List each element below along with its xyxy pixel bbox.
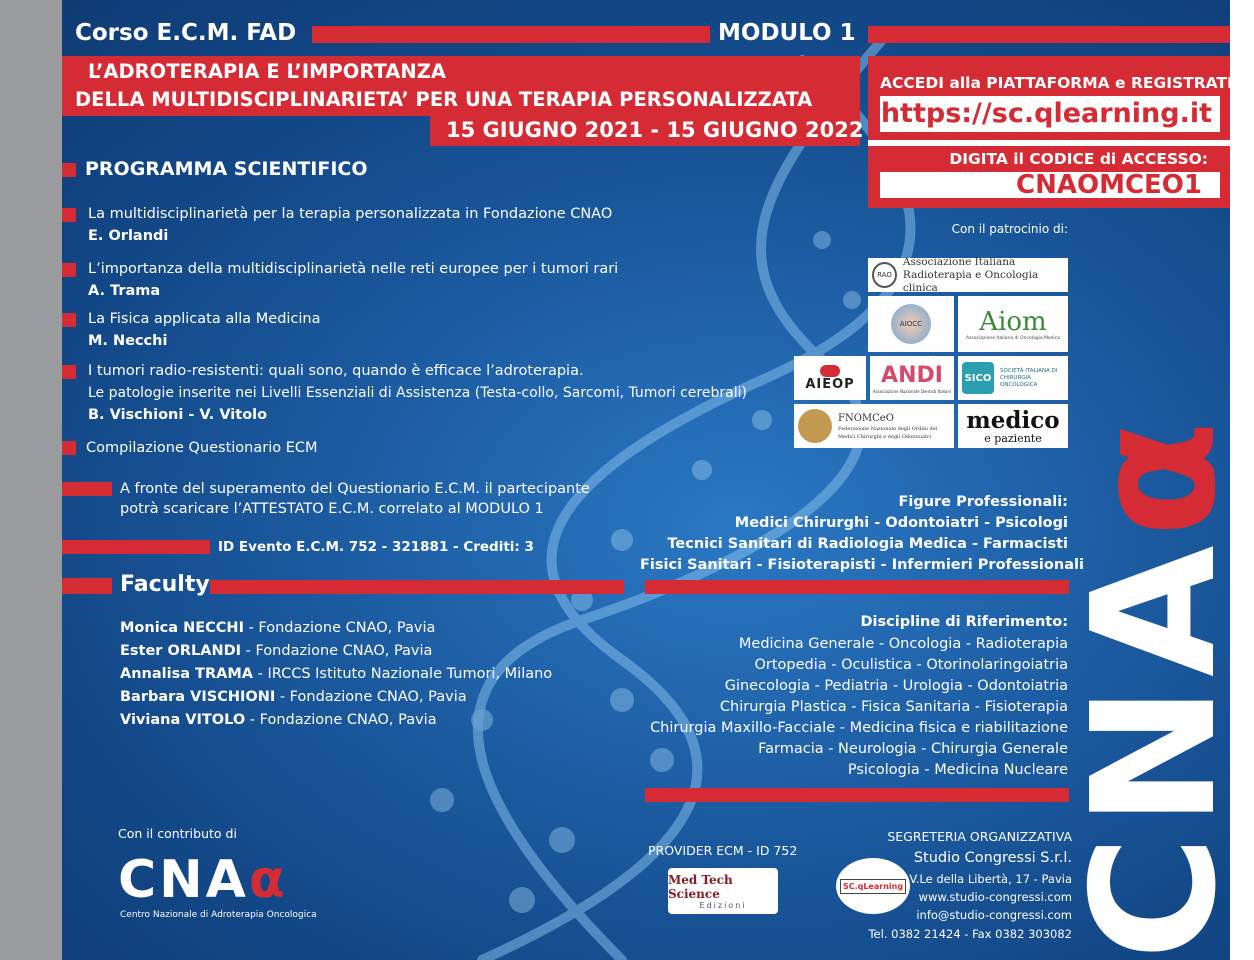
bullet-square xyxy=(62,441,76,455)
discipline-heading: Discipline di Riferimento: xyxy=(860,614,1068,630)
medtech-logo: Med Tech Science Edizioni xyxy=(668,868,778,914)
aiom-logo: Aiom Associazione Italiana di Oncologia Medica xyxy=(958,296,1068,352)
discipline-line: Chirurgia Plastica - Fisica Sanitaria - Fisioterapia xyxy=(719,699,1068,715)
faculty-member: Barbara VISCHIONI - Fondazione CNAO, Pavia xyxy=(120,689,467,705)
discipline-line: Medicina Generale - Oncologia - Radioterapia xyxy=(738,636,1068,652)
email[interactable]: info@studio-congressi.com xyxy=(916,908,1072,922)
questionario: Compilazione Questionario ECM xyxy=(86,440,318,456)
faculty-bar xyxy=(62,578,112,594)
bullet-square xyxy=(62,163,76,177)
header-bar xyxy=(312,26,710,43)
segreteria-label: SEGRETERIA ORGANIZZATIVA xyxy=(887,829,1072,844)
note-line-2: potrà scaricare l’ATTESTATO E.C.M. correlato al MODULO 1 xyxy=(120,501,544,517)
note-line-1: A fronte del superamento del Questionario E.C.M. il partecipante xyxy=(120,481,590,497)
bullet-square xyxy=(62,208,76,222)
cnao-subtitle: Centro Nazionale di Adroterapia Oncologica xyxy=(120,910,317,920)
note-bar xyxy=(62,482,112,496)
faculty-heading: Faculty xyxy=(120,572,210,597)
title-line-2: DELLA MULTIDISCIPLINARIETA’ PER UNA TERAPIA PERSONALIZZATA xyxy=(75,88,813,111)
talk-4-title-2: Le patologie inserite nei Livelli Essenziali di Assistenza (Testa-collo, Sarcomi, Tumori cerebrali) xyxy=(88,385,747,401)
faculty-member: Viviana VITOLO - Fondazione CNAO, Pavia xyxy=(120,712,437,728)
talk-4-speaker: B. Vischioni - V. Vitolo xyxy=(88,407,268,423)
talk-4-title: I tumori radio-resistenti: quali sono, quando è efficace l’adroterapia. xyxy=(88,363,584,379)
platform-url[interactable]: https://sc.qlearning.it xyxy=(880,98,1212,129)
fnomceo-logo: FNOMCeO Federazione Nazionale degli Ordini dei Medici Chirurghi e degli Odontoiatri xyxy=(794,404,954,448)
access-divider xyxy=(868,140,1230,146)
faculty-member: Ester ORLANDI - Fondazione CNAO, Pavia xyxy=(120,643,433,659)
course-label: Corso E.C.M. FAD xyxy=(75,20,297,46)
discipline-line: Chirurgia Maxillo-Facciale - Medicina fisica e riabilitazione xyxy=(650,720,1068,736)
dates: 15 GIUGNO 2021 - 15 GIUGNO 2022 xyxy=(446,118,864,142)
discipline-line: Farmacia - Neurologia - Chirurgia Generale xyxy=(758,741,1068,757)
address: V.Le della Libertà, 17 - Pavia xyxy=(909,872,1072,886)
talk-2-title: L’importanza della multidisciplinarietà nelle reti europee per i tumori rari xyxy=(88,261,619,277)
discipline-line: Psicologia - Medicina Nucleare xyxy=(847,762,1068,778)
figure-line: Fisici Sanitari - Fisioterapisti - Infermieri Professionali xyxy=(640,557,1084,573)
airo-logo: RAO Associazione Italiana Radioterapia e Oncologia clinica xyxy=(868,258,1068,292)
sico-logo: SICO SOCIETÀ ITALIANA DI CHIRURGIA ONCOLOGICA xyxy=(958,356,1068,400)
title-line-1: L’ADROTERAPIA E L’IMPORTANZA xyxy=(88,60,446,83)
programma-heading: PROGRAMMA SCIENTIFICO xyxy=(85,158,368,180)
cnao-logo: CNAα xyxy=(118,850,288,910)
discipline-line: Ortopedia - Oculistica - Otorinolaringoiatria xyxy=(754,657,1068,673)
talk-3-title: La Fisica applicata alla Medicina xyxy=(88,311,321,327)
talk-2-speaker: A. Trama xyxy=(88,283,161,299)
provider-label: PROVIDER ECM - ID 752 xyxy=(648,843,798,858)
faculty-member: Monica NECCHI - Fondazione CNAO, Pavia xyxy=(120,620,436,636)
access-code: CNAOMCEO1 xyxy=(1016,170,1202,200)
figure-heading: Figure Professionali: xyxy=(898,494,1068,510)
aiocc-logo: AIOCC xyxy=(868,296,954,352)
talk-3-speaker: M. Necchi xyxy=(88,333,168,349)
phone-fax: Tel. 0382 21424 - Fax 0382 303082 xyxy=(868,927,1072,941)
aieop-logo: AIEOP xyxy=(794,356,866,400)
bullet-square xyxy=(62,313,76,327)
contributo-label: Con il contributo di xyxy=(118,826,237,841)
studio-name: Studio Congressi S.r.l. xyxy=(913,850,1072,866)
platform-label: ACCEDI alla PIATTAFORMA e REGISTRATI: xyxy=(880,74,1239,92)
right-bar xyxy=(645,580,1069,594)
figure-line: Medici Chirurghi - Odontoiatri - Psicologi xyxy=(734,515,1068,531)
id-evento: ID Evento E.C.M. 752 - 321881 - Crediti: 3 xyxy=(218,539,534,555)
faculty-bar-long xyxy=(210,580,624,594)
medico-paziente-logo: medico e paziente xyxy=(958,404,1068,448)
patrocinio-label: Con il patrocinio di: xyxy=(951,222,1068,236)
module-label: MODULO 1 xyxy=(718,20,856,46)
bullet-square xyxy=(62,365,76,379)
studio-congressi-logo: SC.qLearning xyxy=(836,858,910,914)
faculty-member: Annalisa TRAMA - IRCCS Istituto Nazionale Tumori, Milano xyxy=(120,666,553,682)
andi-logo: ANDI Associazione Nazionale Dentisti Italiani xyxy=(870,356,954,400)
website[interactable]: www.studio-congressi.com xyxy=(918,890,1072,904)
talk-1-speaker: E. Orlandi xyxy=(88,228,169,244)
discipline-bottom-bar xyxy=(645,788,1069,802)
discipline-line: Ginecologia - Pediatria - Urologia - Odontoiatria xyxy=(724,678,1068,694)
talk-1-title: La multidisciplinarietà per la terapia personalizzata in Fondazione CNAO xyxy=(88,206,613,222)
faculty-list xyxy=(120,617,552,732)
bullet-square xyxy=(62,263,76,277)
figure-line: Tecnici Sanitari di Radiologia Medica - Farmacisti xyxy=(667,536,1068,552)
side-cnao-logo: CNAα xyxy=(1056,412,1254,960)
id-bar xyxy=(62,540,210,554)
code-label: DIGITA il CODICE di ACCESSO: xyxy=(949,150,1208,168)
header-bar-right xyxy=(868,26,1230,43)
